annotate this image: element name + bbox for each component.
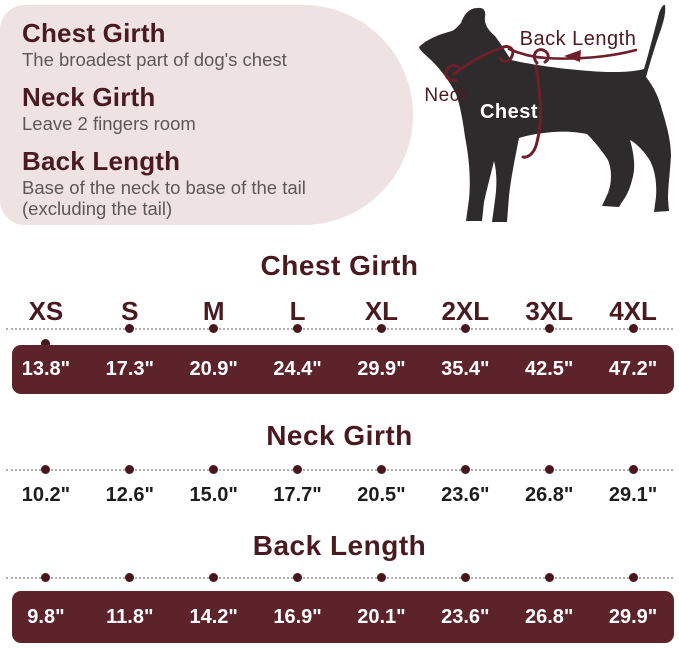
size-label-xs: XS xyxy=(28,296,64,326)
chest-value: 20.9" xyxy=(189,358,238,380)
chest-values-row xyxy=(4,358,675,381)
chest-value: 29.9" xyxy=(357,358,406,380)
back-value: 16.9" xyxy=(273,606,322,628)
chest-diagram-label: Chest xyxy=(479,101,539,123)
definition-chest-girth xyxy=(22,18,383,71)
dot-marker xyxy=(377,465,386,474)
definition-desc: Base of the neck to base of the tail (excluding the tail) xyxy=(22,177,306,219)
size-header-row xyxy=(4,296,675,327)
size-label-3xl: 3XL xyxy=(525,296,574,326)
neck-value: 29.1" xyxy=(608,484,658,506)
chest-value: 17.3" xyxy=(105,358,155,380)
dot-marker xyxy=(41,573,50,582)
neck-value: 15.0" xyxy=(189,484,238,506)
chest-value: 47.2" xyxy=(608,358,658,380)
chest-value: 24.4" xyxy=(273,358,322,380)
size-label-l: L xyxy=(289,296,306,326)
back-value: 26.8" xyxy=(524,606,574,628)
dot-marker xyxy=(629,573,638,582)
definition-back-length xyxy=(22,146,383,220)
dot-marker xyxy=(545,465,554,474)
definition-title: Neck Girth xyxy=(22,81,156,112)
neck-value: 17.7" xyxy=(273,484,322,506)
definition-desc: Leave 2 fingers room xyxy=(22,113,196,135)
definition-title: Back Length xyxy=(22,145,181,176)
back-value: 9.8" xyxy=(27,606,65,628)
dot-marker xyxy=(209,465,218,474)
chest-value: 35.4" xyxy=(441,358,490,380)
dot-marker xyxy=(293,573,302,582)
chest-girth-section-title: Chest Girth xyxy=(260,250,419,281)
size-label-s: S xyxy=(121,296,139,326)
dot-marker xyxy=(125,573,134,582)
definition-desc: The broadest part of dog's chest xyxy=(22,49,287,71)
neck-value: 26.8" xyxy=(524,484,574,506)
measurement-definitions-panel xyxy=(0,5,413,225)
dot-marker xyxy=(461,573,470,582)
size-label-xl: XL xyxy=(364,296,399,326)
chest-value: 13.8" xyxy=(21,358,71,380)
back-length-arrowhead-icon xyxy=(564,50,581,62)
dot-marker xyxy=(41,465,50,474)
chest-value: 42.5" xyxy=(524,358,574,380)
back-value: 11.8" xyxy=(106,606,154,628)
back-length-diagram-label: Back Length xyxy=(519,28,637,50)
dot-marker xyxy=(293,465,302,474)
neck-value: 23.6" xyxy=(441,484,490,506)
dog-measurement-diagram xyxy=(400,0,679,240)
dot-marker xyxy=(209,573,218,582)
back-value: 29.9" xyxy=(608,606,658,628)
neck-value: 20.5" xyxy=(357,484,406,506)
size-label-4xl: 4XL xyxy=(609,296,657,326)
neck-diagram-label: Neck xyxy=(424,85,470,106)
neck-value: 12.6" xyxy=(105,484,155,506)
neck-values-row xyxy=(4,484,675,507)
back-value: 20.1" xyxy=(357,606,406,628)
back-dot-markers xyxy=(4,573,675,582)
dot-marker xyxy=(545,573,554,582)
back-value: 23.6" xyxy=(441,606,490,628)
dot-marker xyxy=(377,573,386,582)
dot-marker xyxy=(461,465,470,474)
back-values-row xyxy=(4,606,675,629)
neck-value: 10.2" xyxy=(21,484,71,506)
size-label-2xl: 2XL xyxy=(441,296,490,326)
definition-neck-girth xyxy=(22,82,383,135)
dot-marker xyxy=(125,465,134,474)
back-value: 14.2" xyxy=(189,606,238,628)
back-length-section-title: Back Length xyxy=(252,530,427,561)
neck-girth-section-title: Neck Girth xyxy=(266,420,413,451)
size-label-m: M xyxy=(202,296,225,326)
dot-marker xyxy=(629,465,638,474)
neck-dot-markers xyxy=(4,465,675,474)
definition-title: Chest Girth xyxy=(22,18,166,48)
